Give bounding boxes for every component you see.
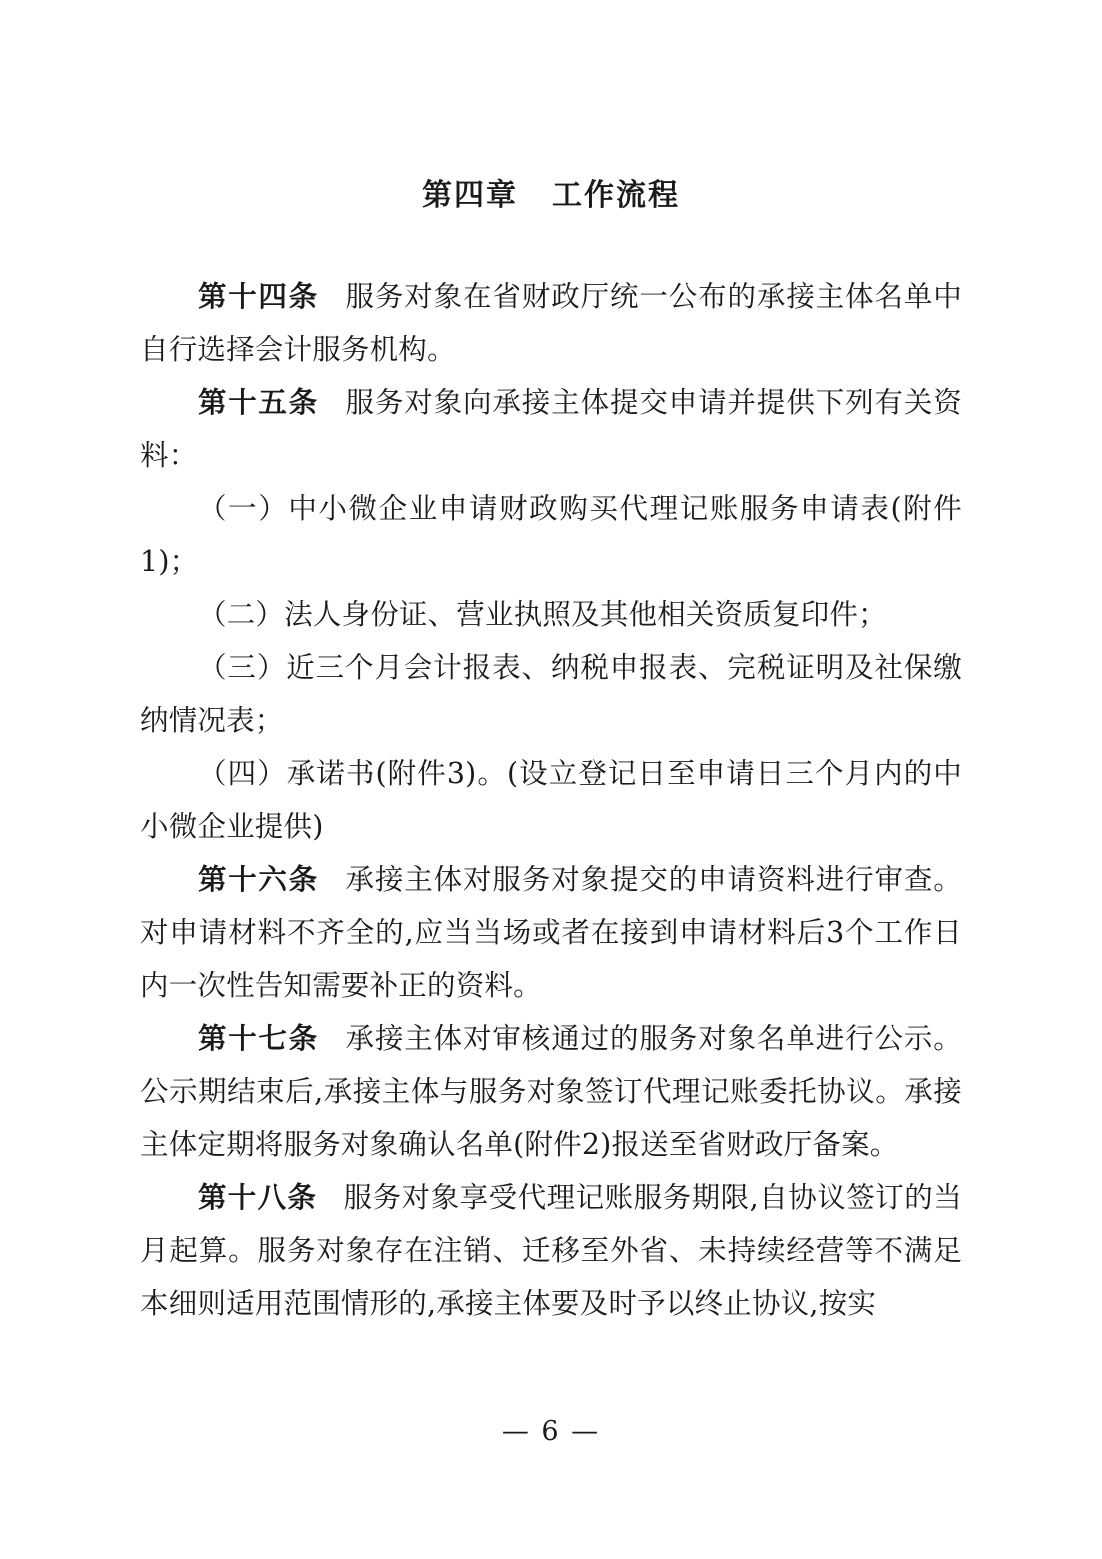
- article-label-18: 第十八条: [198, 1180, 318, 1214]
- article-text-18: 服务对象享受代理记账服务期限,自协议签订的当月起算。服务对象存在注销、迁移至外省、未持续经营等不满足本细则适用范围情形的,承接主体要及时予以终止协议,按实: [140, 1181, 962, 1320]
- article-label-17: 第十七条: [198, 1021, 319, 1055]
- item-text-3: （三）近三个月会计报表、纳税申报表、完税证明及社保缴纳情况表；: [140, 651, 962, 737]
- paragraph-article-15: [140, 376, 962, 482]
- article-text-14: 服务对象在省财政厅统一公布的承接主体名单中自行选择会计服务机构。: [140, 280, 962, 366]
- article-text-15: 服务对象向承接主体提交申请并提供下列有关资料：: [140, 386, 962, 472]
- paragraph-article-17: [140, 1012, 962, 1171]
- page-content: [140, 170, 962, 1330]
- article-text-17: 承接主体对审核通过的服务对象名单进行公示。公示期结束后,承接主体与服务对象签订代理记账委托协议。承接主体定期将服务对象确认名单(附件2)报送至省财政厅备案。: [140, 1022, 962, 1161]
- chapter-name: 工作流程: [552, 178, 680, 213]
- chapter-label: 第四章: [422, 178, 518, 213]
- paragraph-article-14: [140, 270, 962, 376]
- paragraph-article-16: [140, 853, 962, 1012]
- item-text-2: （二）法人身份证、营业执照及其他相关资质复印件；: [198, 598, 887, 631]
- article-label-14: 第十四条: [198, 279, 319, 313]
- item-text-4: （四）承诺书(附件3)。(设立登记日至申请日三个月内的中小微企业提供): [140, 757, 962, 843]
- item-text-1: （一）中小微企业申请财政购买代理记账服务申请表(附件1)；: [140, 492, 962, 578]
- page-number: — 6 —: [501, 1416, 601, 1447]
- chapter-heading: [140, 170, 962, 214]
- article-text-16: 承接主体对服务对象提交的申请资料进行审查。对申请材料不齐全的,应当当场或者在接到申请材料后3个工作日内一次性告知需要补正的资料。: [140, 863, 962, 1002]
- paragraph-item-2: [140, 588, 962, 641]
- paragraph-article-18: [140, 1171, 962, 1330]
- paragraph-item-1: [140, 482, 962, 588]
- paragraph-item-3: [140, 641, 962, 747]
- article-label-15: 第十五条: [198, 385, 319, 419]
- paragraph-item-4: [140, 747, 962, 853]
- article-label-16: 第十六条: [198, 862, 319, 896]
